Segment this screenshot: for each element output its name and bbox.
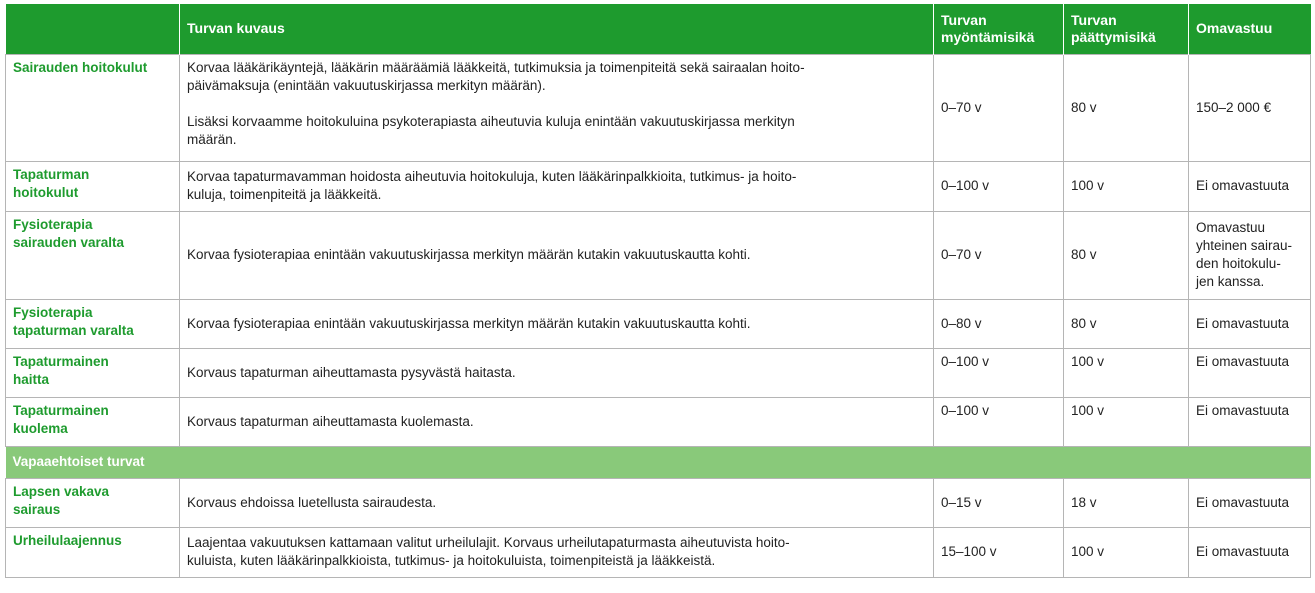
- table-row: [6, 397, 1311, 446]
- start-age: 0–80 v: [934, 299, 1064, 348]
- header-description: Turvan kuvaus: [180, 4, 934, 54]
- coverage-name: Fysioterapia tapaturman varalta: [6, 299, 180, 348]
- end-age: 80 v: [1064, 211, 1189, 299]
- coverage-name: Sairauden hoitokulut: [6, 54, 180, 161]
- section-row: [6, 446, 1311, 478]
- header-deductible: Omavastuu: [1189, 4, 1311, 54]
- deductible: Ei omavastuuta: [1189, 527, 1311, 577]
- table-row: [6, 211, 1311, 299]
- start-age: 0–70 v: [934, 54, 1064, 161]
- deductible: 150–2 000 €: [1189, 54, 1311, 161]
- deductible: Ei omavastuuta: [1189, 299, 1311, 348]
- coverage-name: Urheilulaajennus: [6, 527, 180, 577]
- table-row: [6, 54, 1311, 161]
- start-age: 0–100 v: [934, 397, 1064, 446]
- coverage-description: Korvaa tapaturmavamman hoidosta aiheutuvia hoitokuluja, kuten lääkärinpalkkioita, tutkimus- ja hoito- kuluja, toimenpiteitä ja lääkkeitä.: [180, 161, 934, 211]
- coverage-name: Tapaturman hoitokulut: [6, 161, 180, 211]
- coverage-description: Laajentaa vakuutuksen kattamaan valitut urheilulajit. Korvaus urheilutapaturmasta aiheutuvista hoito- kuluista, kuten lääkärinpalkkioista, tutkimus- ja hoitokuluista, toimenpiteistä ja lääkkeistä.: [180, 527, 934, 577]
- start-age: 0–15 v: [934, 478, 1064, 527]
- table-row: [6, 299, 1311, 348]
- end-age: 80 v: [1064, 54, 1189, 161]
- start-age: 15–100 v: [934, 527, 1064, 577]
- table-row: [6, 348, 1311, 397]
- end-age: 100 v: [1064, 527, 1189, 577]
- coverage-name: Tapaturmainen haitta: [6, 348, 180, 397]
- header-end-age: Turvan päättymisikä: [1064, 4, 1189, 54]
- start-age: 0–70 v: [934, 211, 1064, 299]
- coverage-description: Korvaus ehdoissa luetellusta sairaudesta.: [180, 478, 934, 527]
- end-age: 100 v: [1064, 348, 1189, 397]
- header-start-age: Turvan myöntämisikä: [934, 4, 1064, 54]
- deductible: Omavastuu yhteinen sairau- den hoitokulu- jen kanssa.: [1189, 211, 1311, 299]
- coverage-name: Tapaturmainen kuolema: [6, 397, 180, 446]
- coverage-description: Korvaa fysioterapiaa enintään vakuutuskirjassa merkityn määrän kutakin vakuutuskautta kohti.: [180, 299, 934, 348]
- end-age: 100 v: [1064, 397, 1189, 446]
- coverage-description: Korvaus tapaturman aiheuttamasta kuolemasta.: [180, 397, 934, 446]
- deductible: Ei omavastuuta: [1189, 478, 1311, 527]
- start-age: 0–100 v: [934, 161, 1064, 211]
- coverage-table: [5, 4, 1311, 578]
- coverage-description: Korvaa fysioterapiaa enintään vakuutuskirjassa merkityn määrän kutakin vakuutuskautta kohti.: [180, 211, 934, 299]
- coverage-name: Fysioterapia sairauden varalta: [6, 211, 180, 299]
- table-row: [6, 161, 1311, 211]
- end-age: 80 v: [1064, 299, 1189, 348]
- header-name: [6, 4, 180, 54]
- coverage-description: Korvaa lääkärikäyntejä, lääkärin määräämiä lääkkeitä, tutkimuksia ja toimenpiteitä sekä sairaalan hoito- päivämaksuja (enintään vakuutuskirjassa merkityn määrän). Lisäksi korvaamme hoitokuluina psykoterapiasta aiheutuvia kuluja enintään vakuutuskirjassa merkityn määrän.: [180, 54, 934, 161]
- coverage-name: Lapsen vakava sairaus: [6, 478, 180, 527]
- deductible: Ei omavastuuta: [1189, 397, 1311, 446]
- end-age: 100 v: [1064, 161, 1189, 211]
- coverage-description: Korvaus tapaturman aiheuttamasta pysyvästä haitasta.: [180, 348, 934, 397]
- end-age: 18 v: [1064, 478, 1189, 527]
- deductible: Ei omavastuuta: [1189, 348, 1311, 397]
- table-row: [6, 478, 1311, 527]
- deductible: Ei omavastuuta: [1189, 161, 1311, 211]
- header-row: [6, 4, 1311, 54]
- start-age: 0–100 v: [934, 348, 1064, 397]
- section-title: Vapaaehtoiset turvat: [6, 446, 1311, 478]
- table-row: [6, 527, 1311, 577]
